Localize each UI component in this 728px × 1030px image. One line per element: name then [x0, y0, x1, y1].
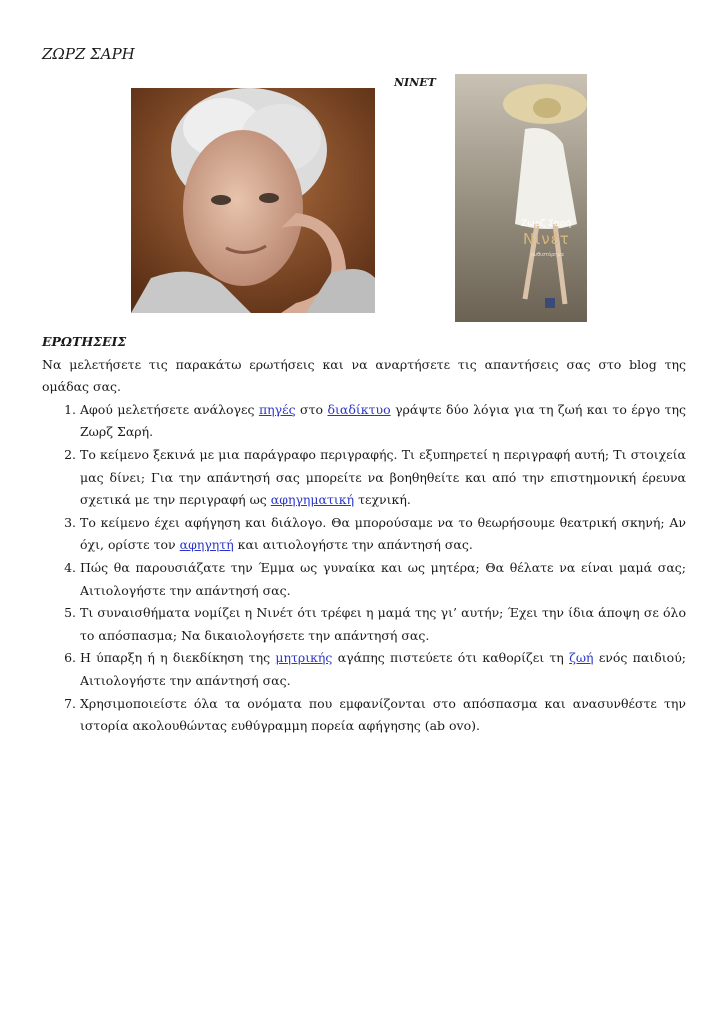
question-text: Η ύπαρξη ή η διεκδίκηση της [80, 650, 276, 666]
intro-text: Να μελετήσετε τις παρακάτω ερωτήσεις και να αναρτήσετε τις απαντήσεις σας στο blog της ομάδας σας. [42, 356, 686, 395]
page-title: ΖΩΡΖ ΣΑΡΗ [42, 45, 135, 63]
question-item [80, 693, 686, 738]
question-text: στο [295, 401, 328, 417]
question-item [80, 557, 686, 602]
question-text: Το κείμενο ξεκινά με μια παράγραφο περιγραφής. Τι εξυπηρετεί η περιγραφή αυτή; Τι στοιχεία μας δίνει; Για την απάντησή σας μπορείτε να βοηθηθείτε και από την επιστημονική έρευνα σχετικά με την περιγραφή ως [80, 446, 686, 508]
link-narrative[interactable]: αφηγηματική [270, 492, 355, 508]
question-item [80, 444, 686, 512]
cover-author: Ζωρζ Σαρή [521, 219, 572, 229]
question-text: γράψτε δύο λόγια για τη ζωή και το έργο της Ζωρζ Σαρή. [80, 401, 686, 440]
question-item [80, 602, 686, 647]
question-text: Αφού μελετήσετε ανάλογες [80, 401, 259, 417]
link-life[interactable]: ζωή [569, 650, 594, 666]
link-internet[interactable]: διαδίκτυο [327, 401, 391, 417]
book-cover-image [455, 74, 587, 322]
cover-subtitle: μυθιστόρημα [531, 252, 564, 258]
link-narrator[interactable]: αφηγητή [179, 537, 234, 553]
questions-heading: ΕΡΩΤΗΣΕΙΣ [42, 334, 127, 349]
cover-illustration [455, 74, 587, 322]
portrait-illustration [131, 88, 375, 313]
question-text: Τι συναισθήματα νομίζει η Νινέτ ότι τρέφει η μαμά της γι’ αυτήν; Έχει την ίδια άποψη σε όλο το απόσπασμα; Να δικαιολογήσετε την απάντησή σας. [80, 605, 686, 643]
link-sources[interactable]: πηγές [258, 401, 296, 417]
cover-caption: ΝΙΝΕΤ [394, 76, 436, 89]
link-maternal[interactable]: μητρικής [275, 650, 333, 666]
cover-book-title: Νινέτ [523, 230, 570, 248]
questions-section [42, 331, 686, 738]
author-portrait-image [131, 88, 375, 313]
question-item [80, 399, 686, 444]
question-text: Το κείμενο έχει αφήγηση και διάλογο. Θα μπορούσαμε να το θεωρήσουμε θεατρική σκηνή; Αν όχι, ορίστε τον [80, 514, 686, 553]
question-text: ενός παιδιού; Αιτιολογήστε την απάντησή σας. [80, 650, 687, 688]
question-text: αγάπης πιστεύετε ότι καθορίζει τη [332, 650, 570, 666]
question-text: Πώς θα παρουσιάζατε την Έμμα ως γυναίκα και ως μητέρα; Θα θέλατε να είναι μαμά σας; Αιτιολογήστε την απάντησή σας. [80, 559, 686, 598]
questions-list [42, 399, 686, 738]
question-text: τεχνική. [354, 492, 411, 508]
question-item [80, 647, 686, 692]
publisher-logo-icon [545, 298, 555, 308]
question-text: Χρησιμοποιείστε όλα τα ονόματα που εμφανίζονται στο απόσπασμα και ανασυνθέστε την ιστορία ακολουθώντας ευθύγραμμη πορεία αφήγησης (ab ovo). [80, 695, 686, 734]
question-text: και αιτιολογήστε την απάντησή σας. [233, 537, 473, 553]
question-item [80, 512, 686, 557]
